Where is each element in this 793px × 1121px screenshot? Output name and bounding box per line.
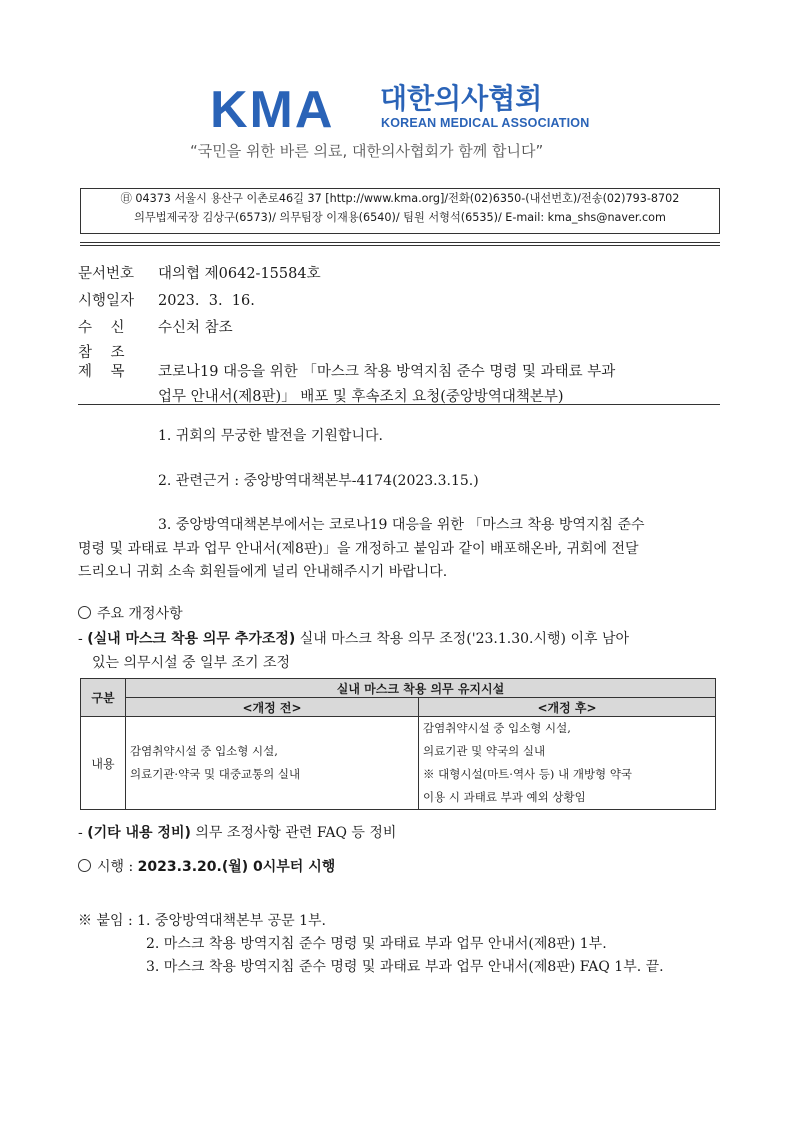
recipient-row	[78, 316, 233, 337]
table-header-after: <개정 후>	[419, 698, 716, 717]
date-label: 시행일자	[78, 293, 135, 309]
change-item-1-title: (실내 마스크 착용 의무 추가조정)	[87, 631, 296, 647]
attachment-1: 1. 중앙방역대책본부 공문 1부.	[137, 913, 326, 929]
change-item-2-text: 의무 조정사항 관련 FAQ 등 정비	[190, 825, 397, 841]
circle-bullet-icon	[78, 859, 91, 872]
after-line-1: 감염취약시설 중 입소형 시설,	[423, 721, 571, 735]
slogan: “국민을 위한 바른 의료, 대한의사협회가 함께 합니다”	[190, 142, 544, 160]
main-changes-label: 주요 개정사항	[97, 606, 183, 622]
paragraph-1: 1. 귀회의 무궁한 발전을 기원합니다.	[158, 428, 383, 444]
divider	[80, 242, 720, 243]
after-cell	[419, 717, 716, 810]
attachment-2: 2. 마스크 착용 방역지침 준수 명령 및 과태료 부과 업무 안내서(제8판) 1부.	[146, 936, 607, 952]
change-item-1-text: 실내 마스크 착용 의무 조정('23.1.30.시행) 이후 남아	[295, 631, 630, 647]
logo-kma-text: KMA	[210, 81, 335, 139]
main-changes-heading	[78, 603, 720, 623]
comparison-table	[80, 678, 716, 810]
attachment-3: 3. 마스크 착용 방역지침 준수 명령 및 과태료 부과 업무 안내서(제8판) FAQ 1부. 끝.	[146, 959, 664, 975]
paragraph-3-line-1: 3. 중앙방역대책본부에서는 코로나19 대응을 위한 「마스크 착용 방역지침 준수	[158, 517, 645, 533]
enforcement-row	[78, 856, 720, 876]
change-item-1	[78, 628, 720, 648]
dash-bullet: -	[78, 825, 88, 841]
subject-label: 제 목	[78, 364, 125, 380]
before-line-1: 감염취약시설 중 입소형 시설,	[130, 744, 278, 758]
divider	[80, 245, 720, 246]
dash-bullet: -	[78, 631, 88, 647]
subject-line-2: 업무 안내서(제8판)」 배포 및 후속조치 요청(중앙방역대책본부)	[158, 389, 564, 405]
address-box	[80, 188, 720, 234]
logo-korean-name: 대한의사협회	[380, 82, 543, 115]
after-line-2: 의료기관 및 약국의 실내	[423, 744, 546, 758]
change-item-2-title: (기타 내용 정비)	[87, 825, 191, 841]
table-header-category: 구분	[81, 679, 126, 717]
table-header-before: <개정 전>	[126, 698, 419, 717]
date-row	[78, 289, 255, 310]
change-item-2	[78, 822, 720, 842]
reference-row	[78, 341, 158, 362]
divider	[78, 404, 720, 405]
after-line-3: ※ 대형시설(마트·역사 등) 내 개방형 약국	[423, 767, 633, 781]
recipient-label: 수 신	[78, 320, 125, 336]
date-value: 2023. 3. 16.	[158, 293, 255, 309]
change-item-1-line-2: 있는 의무시설 중 일부 조기 조정	[92, 655, 291, 671]
doc-number: 대의협 제0642-15584호	[158, 266, 321, 282]
address-line-1: ㊐ 04373 서울시 용산구 이촌로46길 37 [http://www.kma.org]/전화(02)6350-(내선번호)/전송(02)793-8702	[120, 192, 680, 205]
kma-logo	[190, 80, 606, 180]
circle-bullet-icon	[78, 606, 91, 619]
reference-label: 참 조	[78, 345, 125, 361]
recipient-value: 수신처 참조	[158, 320, 233, 336]
logo-english-name: KOREAN MEDICAL ASSOCIATION	[381, 116, 590, 130]
paragraph-3-line-2: 명령 및 과태료 부과 업무 안내서(제8판)」을 개정하고 붙임과 같이 배포해온바, 귀회에 전달	[78, 541, 639, 557]
enforcement-label: 시행 :	[97, 859, 138, 875]
address-line-2: 의무법제국장 김상구(6573)/ 의무팀장 이재용(6540)/ 팀원 서형석(6535)/ E-mail: kma_shs@naver.com	[134, 211, 666, 224]
paragraph-2: 2. 관련근거 : 중앙방역대책본부-4174(2023.3.15.)	[158, 473, 479, 489]
subject-row	[78, 360, 615, 381]
after-line-4: 이용 시 과태료 부과 예외 상황임	[423, 790, 586, 804]
attachment-1-row	[78, 910, 720, 930]
table-header-group: 실내 마스크 착용 의무 유지시설	[126, 679, 716, 698]
before-cell	[126, 717, 419, 810]
before-line-2: 의료기관·약국 및 대중교통의 실내	[130, 767, 301, 781]
row-label: 내용	[81, 717, 126, 810]
enforcement-value: 2023.3.20.(월) 0시부터 시행	[137, 859, 336, 875]
doc-number-row	[78, 262, 321, 283]
table-row	[81, 717, 716, 810]
attachment-label: ※ 붙임 :	[78, 913, 138, 929]
paragraph-3-line-3: 드리오니 귀회 소속 회원들에게 널리 안내해주시기 바랍니다.	[78, 564, 448, 580]
subject-line-1: 코로나19 대응을 위한 「마스크 착용 방역지침 준수 명령 및 과태료 부과	[158, 364, 616, 380]
doc-number-label: 문서번호	[78, 266, 135, 282]
